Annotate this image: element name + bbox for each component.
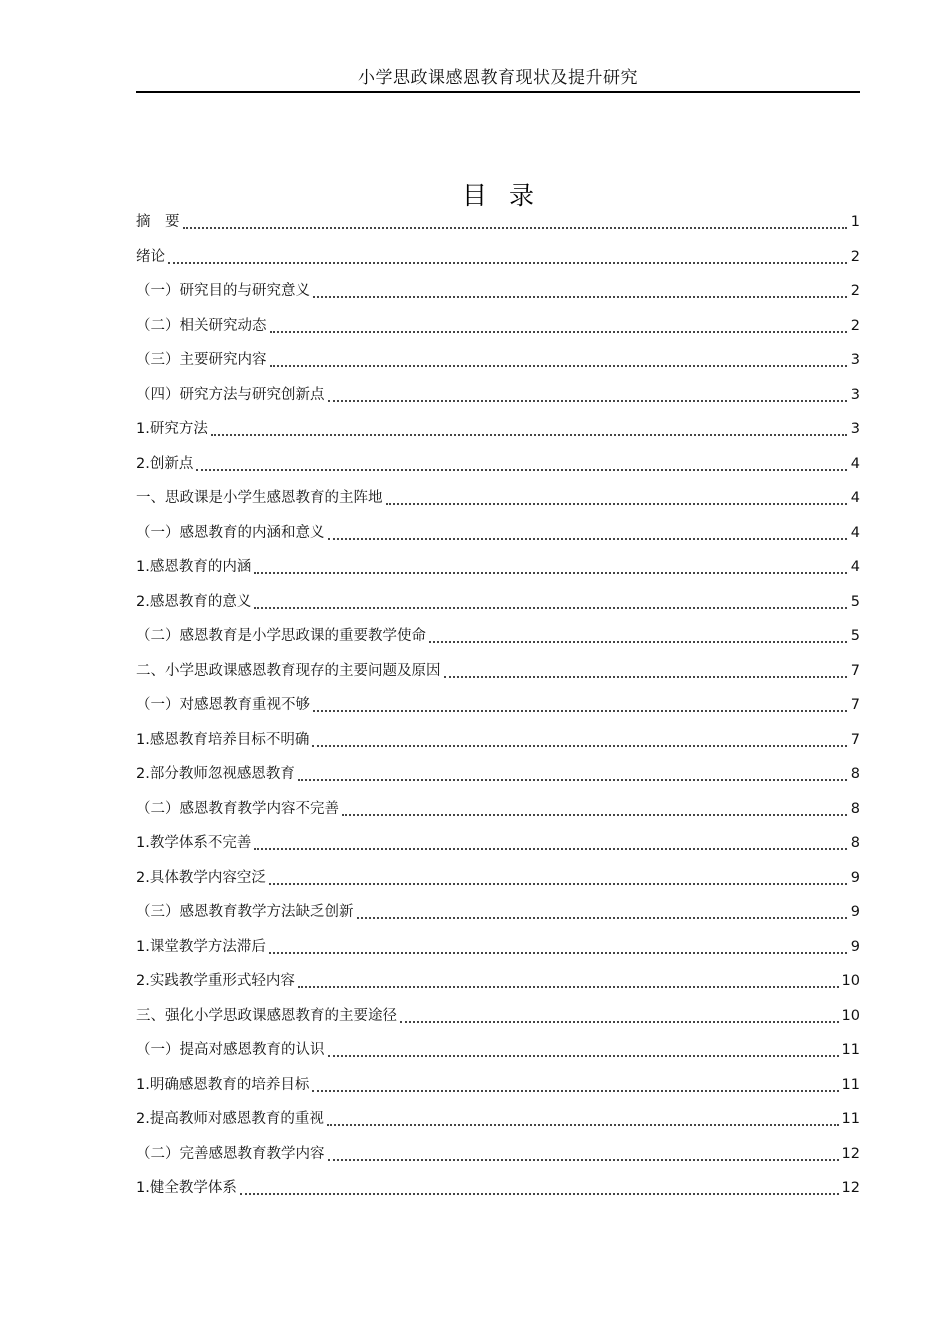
toc-entry[interactable] [136,309,860,344]
toc-entry-text: 1.感恩教育培养目标不明确 [136,731,310,748]
toc-entry[interactable] [136,688,860,723]
toc-dot-leader [328,1055,839,1057]
toc-dot-leader [328,1159,839,1161]
toc-entry-text: 2.提高教师对感恩教育的重视 [136,1111,324,1127]
toc-page-number: 3 [850,421,860,437]
toc-title-text: 目录 [461,181,556,210]
toc-page-number: 10 [841,973,860,989]
toc-page-number: 12 [841,1145,860,1162]
toc-page-number: 10 [841,1007,860,1024]
toc-entry[interactable] [136,1171,860,1206]
toc-dot-leader [270,365,848,367]
toc-dot-leader [327,1124,839,1126]
toc-entry[interactable] [136,481,860,516]
running-header: 小学思政课感恩教育现状及提升研究 [358,68,638,88]
toc-entry-text: （三）主要研究内容 [136,352,267,368]
toc-entry-text: 2.具体教学内容空泛 [136,869,266,886]
toc-dot-leader [183,227,848,229]
toc-dot-leader [270,331,848,333]
toc-page-number: 3 [850,386,860,403]
toc-entry[interactable] [136,1068,860,1103]
toc-page-number: 9 [850,904,860,920]
toc-entry-text: 2.创新点 [136,455,194,472]
toc-page-number: 4 [850,455,860,472]
toc-dot-leader [444,676,848,678]
toc-page-number: 7 [850,731,860,748]
toc-dot-leader [328,538,848,540]
toc-entry-text: 一、思政课是小学生感恩教育的主阵地 [136,490,383,506]
toc-entry-text: 1.明确感恩教育的培养目标 [136,1076,310,1093]
toc-entry[interactable] [136,895,860,930]
toc-entry-text: 1.感恩教育的内涵 [136,559,252,575]
toc-entry-text: （一）研究目的与研究意义 [136,283,310,299]
toc-dot-leader [298,779,847,781]
toc-entry-text: 2.部分教师忽视感恩教育 [136,766,295,782]
toc-entry[interactable] [136,723,860,758]
toc-entry[interactable] [136,792,860,827]
toc-page-number: 9 [850,938,860,955]
toc-entry-text: （二）相关研究动态 [136,317,267,334]
toc-entry-text: 1.课堂教学方法滞后 [136,938,266,955]
toc-page-number: 5 [850,593,860,610]
toc-dot-leader [342,814,847,816]
toc-page-number: 3 [850,352,860,368]
toc-entry[interactable] [136,550,860,585]
toc-dot-leader [357,917,848,919]
toc-entry-text: 2.实践教学重形式轻内容 [136,973,295,989]
toc-entry[interactable] [136,240,860,275]
toc-page-number: 11 [841,1042,860,1058]
toc-entry-text: 1.健全教学体系 [136,1180,237,1196]
toc-entry-text: （一）对感恩教育重视不够 [136,697,310,713]
toc-entry-text: （二）感恩教育是小学思政课的重要教学使命 [136,628,426,644]
toc-entry-text: 1.研究方法 [136,421,208,437]
toc-dot-leader [400,1021,839,1023]
toc-entry[interactable] [136,999,860,1034]
toc-dot-leader [211,434,847,436]
toc-entry[interactable] [136,1137,860,1172]
toc-entry[interactable] [136,447,860,482]
toc-entry[interactable] [136,930,860,965]
toc-page-number: 1 [850,214,860,230]
toc-entry-text: （二）完善感恩教育教学内容 [136,1145,325,1162]
toc-entry[interactable] [136,861,860,896]
toc-entry[interactable] [136,412,860,447]
toc-page-number: 7 [850,662,860,679]
toc-dot-leader [312,1090,838,1092]
toc-page-number: 2 [850,283,860,299]
toc-page-number: 12 [841,1180,860,1196]
toc-entry[interactable] [136,343,860,378]
toc-page-number: 4 [850,559,860,575]
toc-entry-text: 三、强化小学思政课感恩教育的主要途径 [136,1007,397,1024]
toc-page-number: 8 [850,835,860,851]
toc-page-number: 4 [850,524,860,541]
toc-entry-text: 绪论 [136,248,165,265]
toc-dot-leader [312,745,847,747]
toc-page-number: 4 [850,490,860,506]
toc-entry-text: （三）感恩教育教学方法缺乏创新 [136,904,354,920]
toc-entry[interactable] [136,378,860,413]
toc-dot-leader [269,883,847,885]
toc-entry-text: （四）研究方法与研究创新点 [136,386,325,403]
toc-dot-leader [168,262,847,264]
toc-entry[interactable] [136,654,860,689]
toc-page-number: 8 [850,800,860,817]
toc-page-number: 11 [841,1111,860,1127]
toc-page-number: 5 [850,628,860,644]
toc-entry-text: 二、小学思政课感恩教育现存的主要问题及原因 [136,662,441,679]
toc-entry[interactable] [136,619,860,654]
toc-entry-text: （二）感恩教育教学内容不完善 [136,800,339,817]
toc-entry[interactable] [136,1033,860,1068]
toc-dot-leader [386,503,848,505]
toc-dot-leader [313,296,847,298]
toc-page-number: 2 [850,248,860,265]
toc-entry-text: 摘 要 [136,214,180,230]
toc-page-number: 2 [850,317,860,334]
toc-entry-text: 2.感恩教育的意义 [136,593,252,610]
toc-page-number: 8 [850,766,860,782]
toc-dot-leader [313,710,847,712]
toc-entry[interactable] [136,205,860,240]
toc-dot-leader [254,607,847,609]
toc-dot-leader [298,986,839,988]
toc-entry-text: （一）感恩教育的内涵和意义 [136,524,325,541]
toc-entry[interactable] [136,826,860,861]
toc-page-number: 11 [841,1076,860,1093]
toc-page-number: 9 [850,869,860,886]
toc-dot-leader [269,952,847,954]
toc-entry[interactable] [136,516,860,551]
toc-entry[interactable] [136,1102,860,1137]
table-of-contents [136,205,860,1206]
toc-dot-leader [254,572,847,574]
header-rule [136,91,860,93]
toc-entry-text: （一）提高对感恩教育的认识 [136,1042,325,1058]
toc-dot-leader [429,641,847,643]
toc-page-number: 7 [850,697,860,713]
toc-dot-leader [240,1193,839,1195]
toc-entry[interactable] [136,964,860,999]
toc-entry-text: 1.教学体系不完善 [136,835,252,851]
toc-dot-leader [196,469,847,471]
toc-entry[interactable] [136,585,860,620]
toc-dot-leader [328,400,848,402]
toc-entry[interactable] [136,274,860,309]
toc-dot-leader [254,848,847,850]
toc-entry[interactable] [136,757,860,792]
